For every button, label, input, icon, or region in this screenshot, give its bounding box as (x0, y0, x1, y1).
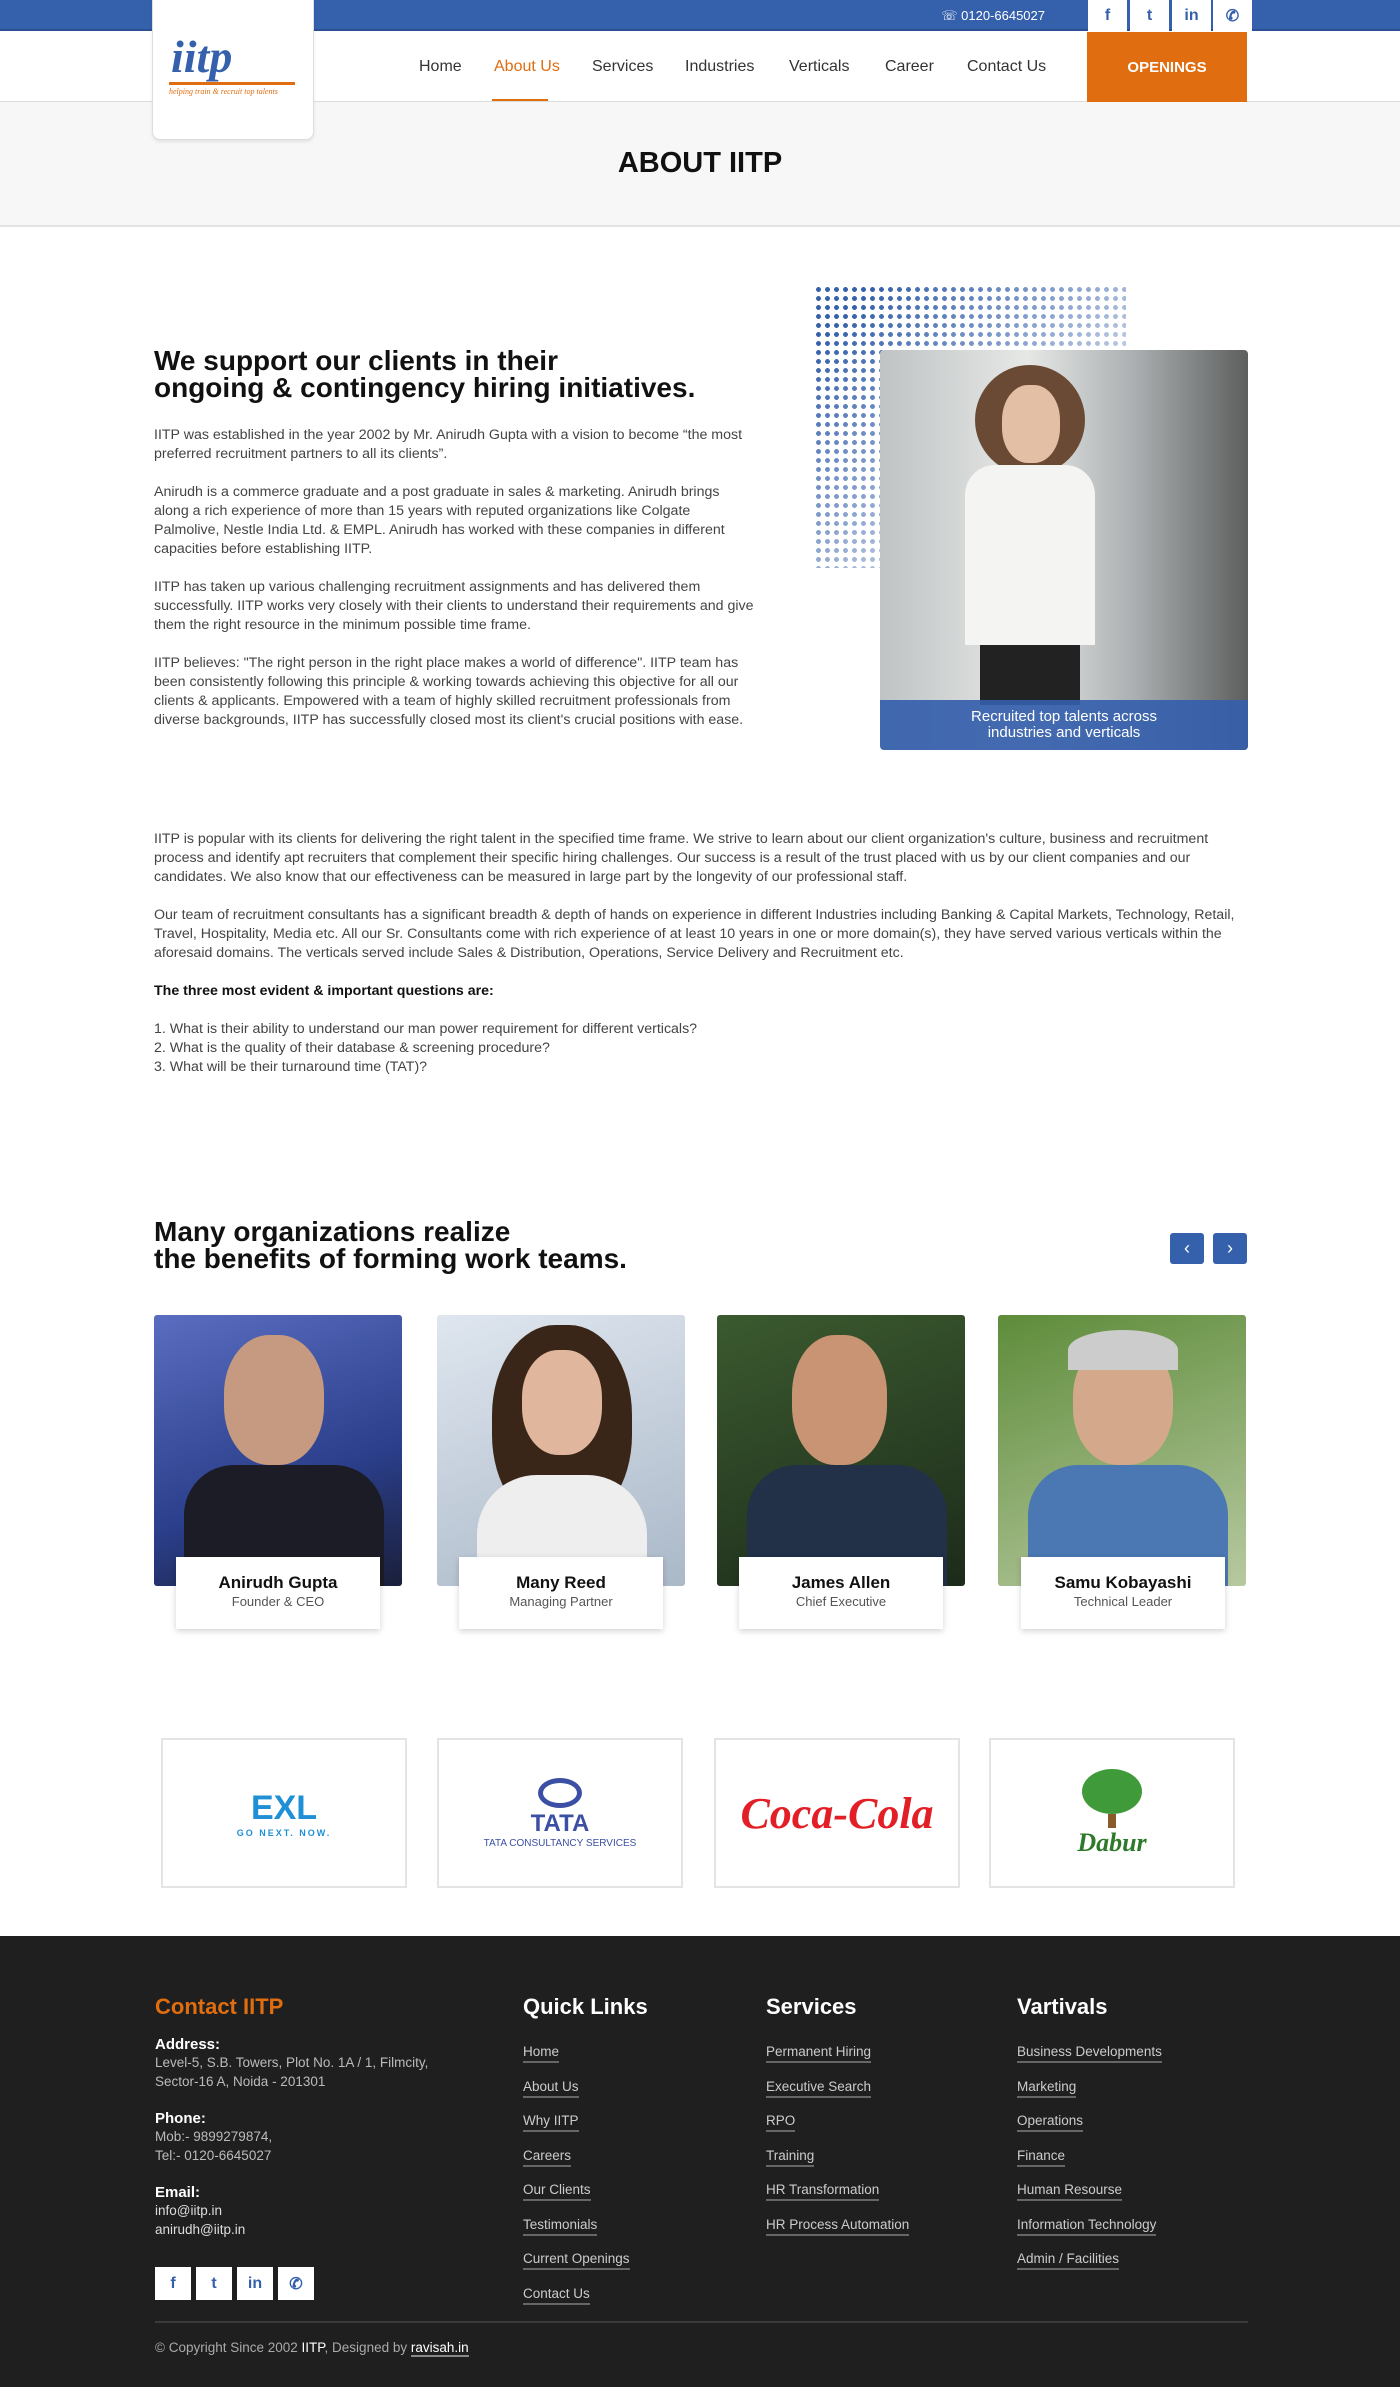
hero-photo (880, 350, 1248, 750)
email-link[interactable]: anirudh@iitp.in (155, 2222, 246, 2237)
footer-link[interactable]: HR Transformation (766, 2180, 879, 2201)
logo-text: iitp (171, 31, 233, 82)
twitter-icon[interactable]: t (1130, 0, 1169, 31)
whatsapp-icon[interactable]: ✆ (278, 2267, 314, 2300)
footer-divider (155, 2321, 1248, 2323)
team-photo (998, 1315, 1246, 1586)
logo-line (169, 82, 295, 85)
intro-text: IITP was established in the year 2002 by Mr. Anirudh Gupta with a vision to become “the most preferred recruitment partners to all its clients”. Anirudh is a commerce graduate and a post graduate in sales & marketing. Anirudh brings along a rich experience of more than 15 years with reputed organizations like Colgate Palmolive, Nestle India Ltd. & EMPL. Anirudh has worked with these companies in different capacities before establishing IITP. IITP has taken up various challenging recruitment assignments and has delivered them successfully. IITP works very closely with their clients to understand their requirements and give them the right resource in the minimum possible time frame. IITP believes: "The right person in the right place makes a world of difference". IITP team has been consistently following this principle & working towards achieving this objective for all our clients & applicants. Empowered with a team of highly skilled recruitment professionals from diverse backgrounds, IITP has successfully closed most its client's crucial positions with ease. (154, 427, 754, 728)
top-phone[interactable]: ☏ 0120-6645027 (941, 8, 1045, 23)
nav-industries[interactable]: Industries (685, 58, 755, 75)
nav-home[interactable]: Home (419, 58, 462, 75)
footer-link[interactable]: About Us (523, 2077, 579, 2098)
designer-link[interactable]: ravisah.in (410, 2340, 469, 2355)
services-title: Services (766, 1994, 857, 2019)
prev-arrow-button[interactable]: ‹ (1170, 1233, 1204, 1264)
footer-link[interactable]: Information Technology (1017, 2215, 1156, 2236)
page-title: ABOUT IITP (0, 102, 1400, 227)
photo-caption: Recruited top talents across industries and verticals (880, 700, 1248, 750)
team-member-card: James Allen Chief Executive (739, 1557, 943, 1629)
footer-link[interactable]: Contact Us (523, 2284, 590, 2305)
questions-heading: The three most evident & important questions are: (154, 983, 494, 999)
footer-link[interactable]: HR Process Automation (766, 2215, 909, 2236)
next-arrow-button[interactable]: › (1213, 1233, 1247, 1264)
nav-career[interactable]: Career (885, 58, 934, 75)
team-photo (154, 1315, 402, 1586)
nav-services[interactable]: Services (592, 58, 654, 75)
quick-links-title: Quick Links (523, 1994, 648, 2019)
client-logo-coca-cola: Coca-Cola (714, 1738, 960, 1888)
footer-link[interactable]: Training (766, 2146, 814, 2167)
footer-link[interactable]: RPO (766, 2111, 795, 2132)
quick-links-list (523, 2038, 630, 2314)
active-nav-underline (492, 99, 548, 101)
facebook-icon[interactable]: f (155, 2267, 191, 2300)
verticals-list (1017, 2038, 1162, 2280)
verticals-title: Vartivals (1017, 1994, 1108, 2019)
footer-link[interactable]: Current Openings (523, 2249, 630, 2270)
footer-link[interactable]: Testimonials (523, 2215, 597, 2236)
logo-tagline: helping train & recruit top talents (169, 87, 278, 96)
nav-contact-us[interactable]: Contact Us (967, 58, 1047, 75)
team-member-card: Samu Kobayashi Technical Leader (1021, 1557, 1225, 1629)
email-link[interactable]: info@iitp.in (155, 2203, 222, 2218)
intro-heading: We support our clients in their ongoing & contingency hiring initiatives. (154, 345, 696, 403)
copyright: © Copyright Since 2002 IITP, Designed by ravisah.in (155, 2340, 469, 2355)
logo[interactable] (152, 0, 314, 140)
footer-link[interactable]: Permanent Hiring (766, 2042, 871, 2063)
team-photo (717, 1315, 965, 1586)
team-member-card: Anirudh Gupta Founder & CEO (176, 1557, 380, 1629)
footer-link[interactable]: Finance (1017, 2146, 1065, 2167)
services-list (766, 2038, 909, 2245)
footer-link[interactable]: Business Developments (1017, 2042, 1162, 2063)
footer-link[interactable]: Why IITP (523, 2111, 579, 2132)
team-heading: Many organizations realize the benefits of forming work teams. (154, 1216, 627, 1274)
footer-link[interactable]: Operations (1017, 2111, 1083, 2132)
footer-link[interactable]: Our Clients (523, 2180, 591, 2201)
footer-link[interactable]: Home (523, 2042, 559, 2063)
client-logo-tata: TATA TATA CONSULTANCY SERVICES (437, 1738, 683, 1888)
about-text: IITP is popular with its clients for delivering the right talent in the specified time frame. We strive to learn about our client organization's culture, business and recruitment process and identify apt recruiters that complement their specific hiring challenges. Our success is a result of the trust placed with us by our client companies and our candidates. We also know that our effectiveness can be measured in large part by the longevity of our professional staff. Our team of recruitment consultants has a significant breadth & depth of hands on experience in different Industries including Banking & Capital Markets, Technology, Retail, Travel, Hospitality, Media etc. All our Sr. Consultants come with rich experience of at least 10 years in one or more domain(s), they have served various verticals within the aforesaid domains. The verticals served include Sales & Distribution, Operations, Service Delivery and Recruitment etc. The three most evident & important questions are: 1. What is their ability to understand our man power requirement for different verticals? 2. What is the quality of their database & screening procedure? 3. What will be their turnaround time (TAT)? (154, 830, 1248, 1077)
team-photo (437, 1315, 685, 1586)
linkedin-icon[interactable]: in (1172, 0, 1211, 31)
twitter-icon[interactable]: t (196, 2267, 232, 2300)
footer-link[interactable]: Marketing (1017, 2077, 1076, 2098)
footer-contact-title: Contact IITP (155, 1994, 284, 2019)
footer-link[interactable]: Executive Search (766, 2077, 871, 2098)
whatsapp-icon[interactable]: ✆ (1213, 0, 1252, 31)
openings-button[interactable]: OPENINGS (1087, 32, 1247, 102)
nav-verticals[interactable]: Verticals (789, 58, 850, 75)
client-logo-dabur: Dabur (989, 1738, 1235, 1888)
team-member-card: Many Reed Managing Partner (459, 1557, 663, 1629)
footer-link[interactable]: Careers (523, 2146, 571, 2167)
footer-contact: Address: Level-5, S.B. Towers, Plot No. 1A / 1, Filmcity, Sector-16 A, Noida - 201301 Phone: Mob:- 9899279874, Tel:- 0120-6645027 Email: info@iitp.in anirudh@iitp.in (155, 2036, 429, 2237)
footer-link[interactable]: Admin / Facilities (1017, 2249, 1119, 2270)
footer-link[interactable]: Human Resourse (1017, 2180, 1122, 2201)
facebook-icon[interactable]: f (1088, 0, 1127, 31)
client-logo-exl: EXL GO NEXT. NOW. (161, 1738, 407, 1888)
nav-about-us[interactable]: About Us (494, 58, 560, 75)
linkedin-icon[interactable]: in (237, 2267, 273, 2300)
